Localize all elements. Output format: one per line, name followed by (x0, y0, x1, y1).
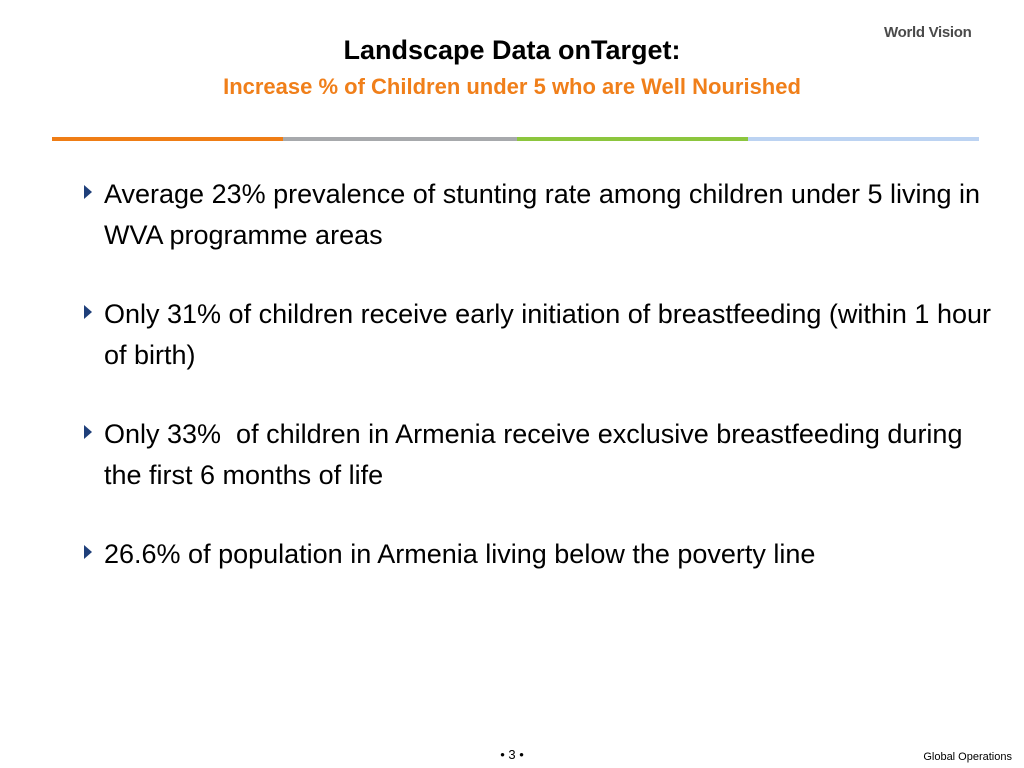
bullet-item (84, 174, 994, 256)
divider-segment-blue (748, 137, 979, 141)
bullet-text: Only 33% of children in Armenia receive exclusive breastfeeding during the first 6 months of life (104, 419, 970, 490)
bullet-item (84, 534, 994, 575)
divider-segment-gray (283, 137, 517, 141)
divider-segment-green (517, 137, 748, 141)
bullet-text: Average 23% prevalence of stunting rate among children under 5 living in WVA programme areas (104, 179, 988, 250)
triangle-right-icon (84, 294, 104, 324)
divider-segment-orange (52, 137, 283, 141)
slide-subtitle: Increase % of Children under 5 who are Well Nourished (223, 74, 801, 99)
bullet-text: Only 31% of children receive early initiation of breastfeeding (within 1 hour of birth) (104, 299, 999, 370)
logo-text: World Vision (884, 24, 972, 41)
bullet-item (84, 414, 994, 496)
triangle-right-icon (84, 414, 104, 444)
triangle-right-icon (84, 534, 104, 564)
bullet-item (84, 294, 999, 376)
page-number: • 3 • (500, 747, 524, 762)
bullet-list (84, 174, 999, 613)
triangle-right-icon (84, 174, 104, 204)
slide-title: Landscape Data onTarget: (343, 35, 681, 65)
bullet-text: 26.6% of population in Armenia living below the poverty line (104, 539, 816, 569)
footer-label: Global Operations (923, 751, 1012, 763)
